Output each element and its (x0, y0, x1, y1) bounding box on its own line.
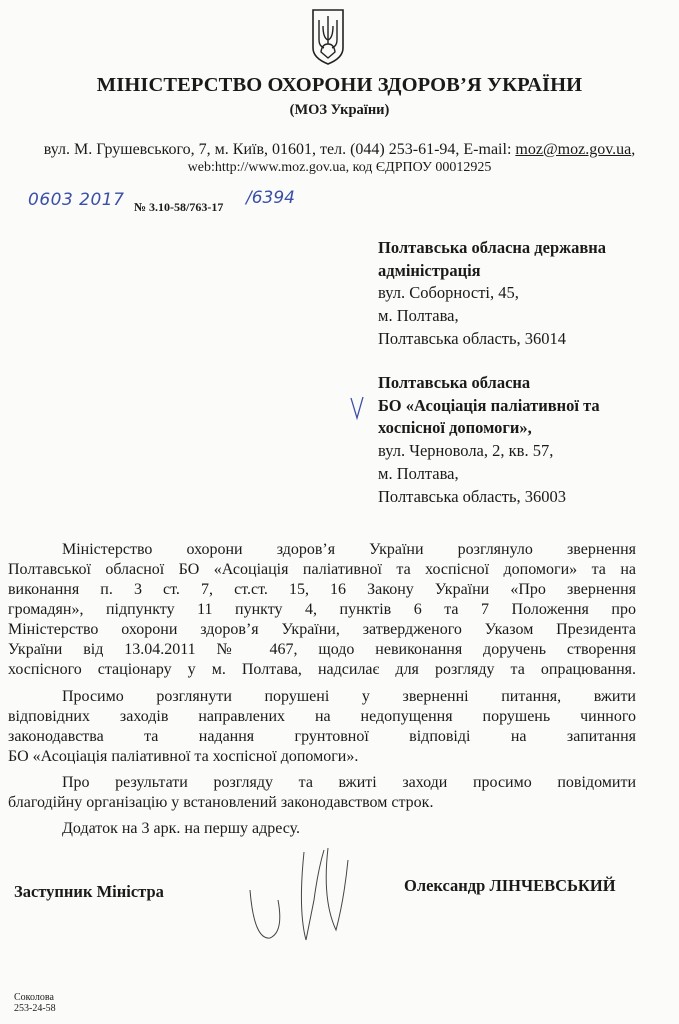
recipient-block (378, 237, 606, 351)
recipient-address-line: вул. Соборності, 45, (378, 283, 519, 303)
ministry-web-line: web:http://www.moz.gov.ua, код ЄДРПОУ 00012925 (187, 160, 492, 175)
body-line: відповідних заходів направлених на недопущення порушень чинного (8, 708, 636, 725)
handwritten-signature-icon (240, 840, 380, 950)
recipient-address-line: вул. Черновола, 2, кв. 57, (378, 441, 554, 461)
attachment-note: Додаток на 3 арк. на першу адресу. (62, 820, 301, 837)
body-line: законодавства та надання грунтовної відповіді на запитання (8, 728, 636, 745)
recipient-name-line: хоспісної допомоги», (378, 418, 532, 438)
recipient-name-line: адміністрація (378, 260, 481, 280)
body-line: виконання п. 3 ст. 7, ст.ст. 15, 16 Закону України «Про звернення (8, 581, 636, 598)
ministry-name: МІНІСТЕРСТВО ОХОРОНИ ЗДОРОВ’Я УКРАЇНИ (96, 74, 583, 96)
body-line: БО «Асоціація паліативної та хоспісної допомоги». (8, 748, 359, 765)
recipient-name-line: БО «Асоціація паліативної та (378, 395, 600, 415)
body-line: Міністерство охорони здоров’я України розглянуло звернення (62, 541, 636, 558)
email-link[interactable]: moz@moz.gov.ua (515, 141, 632, 158)
signer-title: Заступник Міністра (14, 882, 164, 901)
body-line: Полтавської обласної БО «Асоціація паліативної та хоспісної допомоги» та на (8, 561, 636, 578)
registration-number: № 3.10-58/763-17 (134, 200, 224, 214)
recipient-address-line: м. Полтава, (378, 306, 459, 326)
handwritten-incoming-number: /6394 (246, 188, 295, 208)
recipient-address-line: Полтавська область, 36003 (378, 486, 567, 506)
ministry-abbreviation: (МОЗ України) (289, 102, 390, 118)
executor-info (14, 992, 56, 1014)
recipient-address-line: м. Полтава, (378, 463, 459, 483)
signer-name: Олександр ЛІНЧЕВСЬКИЙ (404, 876, 616, 895)
recipient-name-line: Полтавська обласна (378, 373, 531, 392)
body-line: громадян», підпункту 11 пункту 4, пунктів 6 та 7 Положення про (8, 601, 636, 618)
recipient-address-line: Полтавська область, 36014 (378, 328, 567, 348)
trident-emblem-icon (311, 8, 345, 66)
handwritten-checkmark-icon (350, 396, 364, 420)
body-line: хоспісного стаціонару у м. Полтава, надсилає для розгляду та опрацювання. (8, 661, 636, 678)
recipient-name-line: Полтавська обласна державна (378, 238, 607, 257)
body-line: Про результати розгляду та вжиті заходи просимо повідомити (62, 774, 636, 791)
body-line: Просимо розглянути порушені у зверненні питання, вжити (62, 688, 636, 705)
executor-name: Соколова (14, 992, 54, 1003)
executor-phone: 253-24-58 (14, 1003, 56, 1014)
ministry-address (0, 140, 679, 160)
body-line: України від 13.04.2011 № 467, щодо невиконання доручень створення (8, 641, 636, 658)
recipient-block (378, 372, 600, 508)
address-text: вул. М. Грушевського, 7, м. Київ, 01601, тел. (044) 253-61-94, E-mail: (43, 141, 516, 158)
body-line: Міністерство охорони здоров’я України, затвердженого Указом Президента (8, 621, 636, 638)
address-end: , (631, 141, 636, 158)
body-line: благодійну організацію у встановлений законодавством строк. (8, 794, 434, 811)
handwritten-date: 0603 2017 (28, 190, 125, 210)
